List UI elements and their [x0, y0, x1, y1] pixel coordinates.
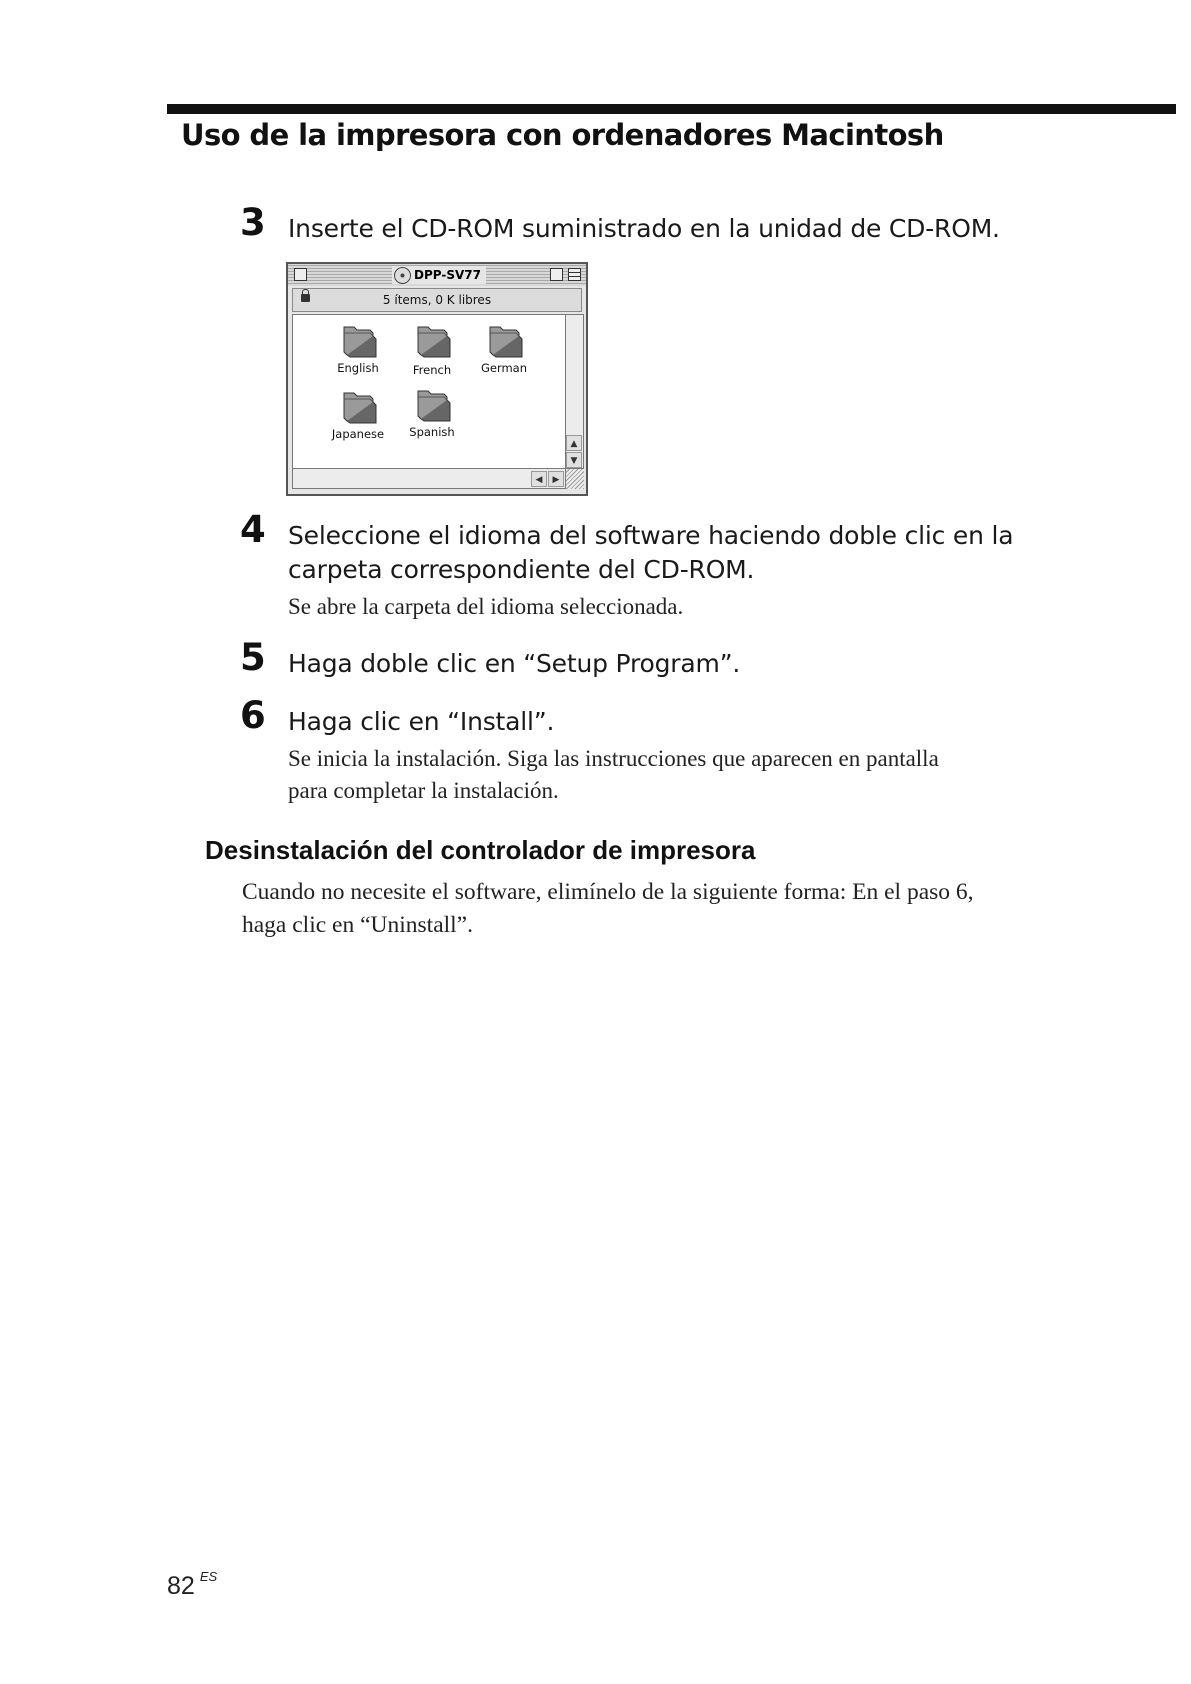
folder-japanese[interactable] — [323, 387, 393, 441]
scroll-right-icon[interactable]: ▶ — [548, 471, 564, 487]
step-4-text-line-2: carpeta correspondiente del CD-ROM. — [288, 555, 755, 584]
folder-label: French — [412, 363, 452, 377]
section-body-line-2: haga clic en “Uninstall”. — [242, 912, 473, 938]
section-body — [242, 876, 974, 942]
window-title — [392, 266, 486, 284]
zoom-box-icon[interactable] — [550, 268, 563, 281]
window-title-label: DPP-SV77 — [414, 268, 481, 282]
step-5-text: Haga doble clic en “Setup Program”. — [288, 649, 741, 678]
scroll-left-icon[interactable]: ◀ — [531, 471, 547, 487]
step-6-note-line-1: Se inicia la instalación. Siga las instrucciones que aparecen en pantalla — [288, 746, 939, 771]
folder-english[interactable] — [323, 321, 393, 375]
cd-icon — [394, 267, 411, 284]
window-info-text: 5 ítems, 0 K libres — [382, 293, 492, 307]
finder-window — [286, 262, 588, 496]
step-6-note-line-2: para completar la instalación. — [288, 778, 559, 803]
folder-icon — [413, 385, 451, 423]
close-box-icon[interactable] — [294, 268, 307, 281]
section-heading: Desinstalación del controlador de impresora — [205, 835, 756, 865]
window-titlebar[interactable] — [288, 264, 586, 286]
folder-label: Spanish — [409, 425, 455, 439]
folder-icon — [339, 387, 377, 425]
step-3-number: 3 — [240, 201, 266, 244]
window-info-bar — [292, 288, 582, 312]
scroll-down-icon[interactable]: ▼ — [566, 452, 582, 468]
page-number — [167, 1569, 217, 1601]
step-6-number: 6 — [240, 694, 266, 737]
collapse-box-icon[interactable] — [568, 268, 581, 281]
lock-icon — [301, 294, 310, 302]
step-4-text-line-1: Seleccione el idioma del software haciendo doble clic en la — [288, 521, 1014, 550]
page-number-value: 82 — [167, 1572, 195, 1600]
folder-label: Japanese — [331, 427, 385, 441]
page-title: Uso de la impresora con ordenadores Macintosh — [181, 118, 944, 152]
folder-spanish[interactable] — [397, 385, 467, 439]
resize-grip-icon[interactable] — [566, 469, 584, 489]
folder-list — [292, 314, 566, 469]
step-6-text: Haga clic en “Install”. — [288, 707, 555, 736]
folder-german[interactable] — [469, 321, 539, 375]
step-3-text: Inserte el CD-ROM suministrado en la unidad de CD-ROM. — [288, 214, 1000, 243]
vertical-scrollbar[interactable] — [566, 314, 584, 469]
step-5-number: 5 — [240, 636, 266, 679]
folder-label: German — [480, 361, 528, 375]
folder-french[interactable] — [397, 321, 467, 377]
folder-label: English — [337, 361, 379, 375]
page-language: ES — [199, 1569, 218, 1584]
step-4-note: Se abre la carpeta del idioma seleccionada. — [288, 594, 684, 619]
header-rule — [167, 104, 1176, 114]
step-4-number: 4 — [240, 508, 266, 551]
scroll-up-icon[interactable]: ▲ — [566, 435, 582, 451]
horizontal-scrollbar[interactable] — [292, 469, 566, 489]
section-body-line-1: Cuando no necesite el software, elimínelo de la siguiente forma: En el paso 6, — [242, 879, 974, 905]
folder-icon — [339, 321, 377, 359]
folder-icon — [485, 321, 523, 359]
folder-icon — [413, 321, 451, 361]
